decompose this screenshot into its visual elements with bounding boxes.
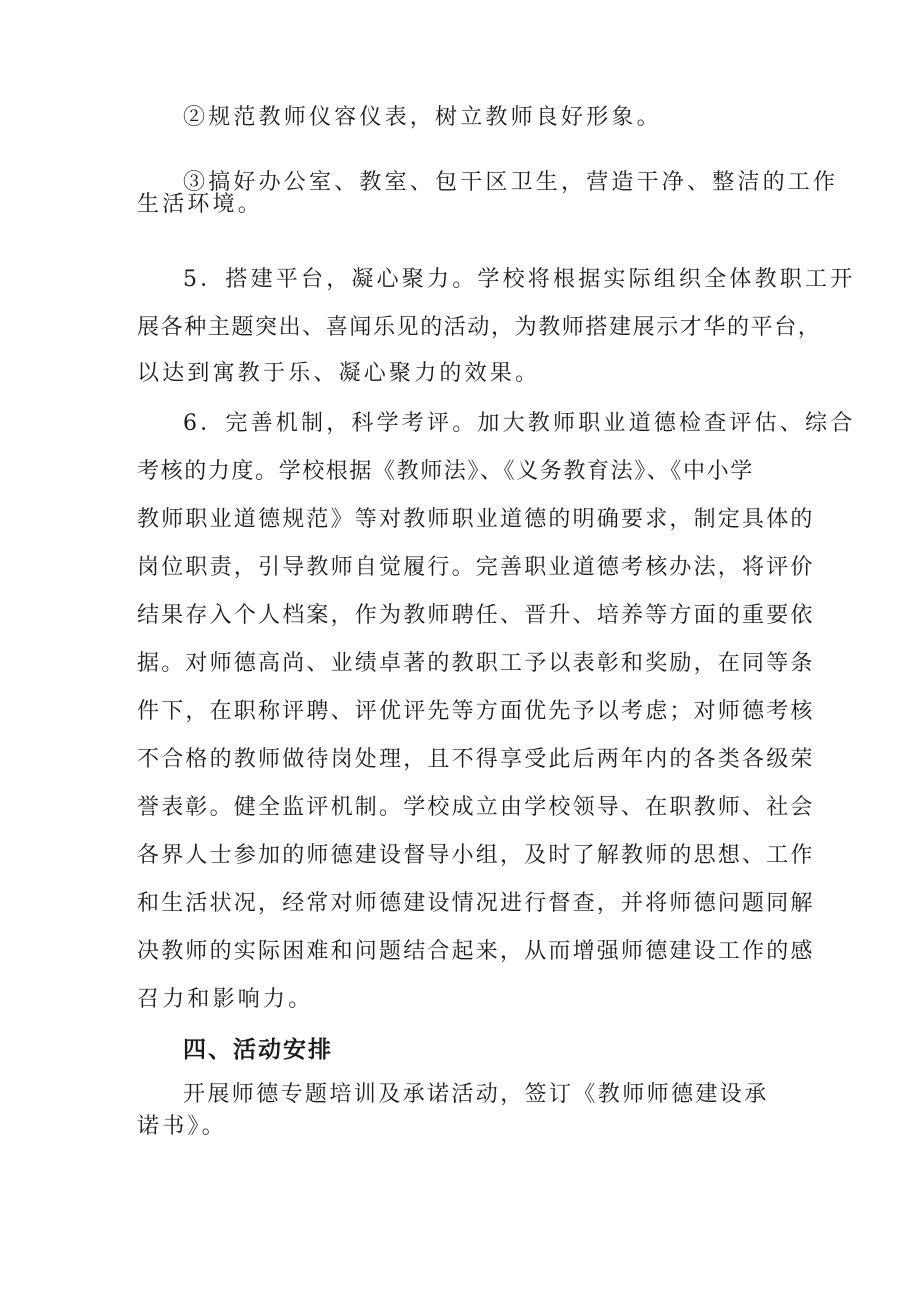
- paragraph-text-line: 和生活状况，经常对师德建设情况进行督查，并将师德问题同解: [137, 891, 815, 916]
- paragraph-text-line: 据。对师德高尚、业绩卓著的教职工予以表彰和奖励，在同等条: [137, 651, 815, 676]
- paragraph-text-line: 件下，在职称评聘、评优评先等方面优先予以考虑；对师德考核: [137, 699, 815, 724]
- paragraph-text-line: 结果存入个人档案，作为教师聘任、晋升、培养等方面的重要依: [137, 603, 815, 628]
- paragraph-text-line: 誉表彰。健全监评机制。学校成立由学校领导、在职教师、社会: [137, 795, 815, 820]
- paragraph-text-line: ③搞好办公室、教室、包干区卫生，营造干净、整洁的工作: [183, 170, 839, 195]
- paragraph-text-line: ②规范教师仪容仪表，树立教师良好形象。: [183, 105, 662, 130]
- paragraph-text-line: 6．完善机制，科学考评。加大教师职业道德检查评估、综合: [183, 411, 856, 436]
- paragraph-text-line: 诺书》。: [137, 1114, 227, 1139]
- paragraph-text-line: 考核的力度。学校根据《教师法》、《义务教育法》、《中小学: [137, 459, 754, 484]
- paragraph-text-line: 决教师的实际困难和问题结合起来，从而增强师德建设工作的感: [137, 939, 815, 964]
- paragraph-text-line: 各界人士参加的师德建设督导小组，及时了解教师的思想、工作: [137, 843, 815, 868]
- paragraph-text-line: 生活环境。: [137, 192, 264, 217]
- paragraph-text-line: 开展师德专题培训及承诺活动，签订《教师师德建设承: [183, 1082, 769, 1107]
- paragraph-text-line: 教师职业道德规范》等对教师职业道德的明确要求，制定具体的: [137, 507, 815, 532]
- paragraph-text-line: 以达到寓教于乐、凝心聚力的效果。: [137, 361, 541, 386]
- section-heading: 四、活动安排: [183, 1037, 333, 1063]
- paragraph-text-line: 岗位职责，引导教师自觉履行。完善职业道德考核办法，将评价: [137, 555, 815, 580]
- paragraph-text-line: 5．搭建平台，凝心聚力。学校将根据实际组织全体教职工开: [183, 267, 856, 292]
- paragraph-text-line: 不合格的教师做待岗处理，且不得享受此后两年内的各类各级荣: [137, 747, 815, 772]
- paragraph-text-line: 展各种主题突出、喜闻乐见的活动，为教师搭建展示才华的平台，: [137, 315, 822, 340]
- paragraph-text-line: 召力和影响力。: [137, 987, 314, 1012]
